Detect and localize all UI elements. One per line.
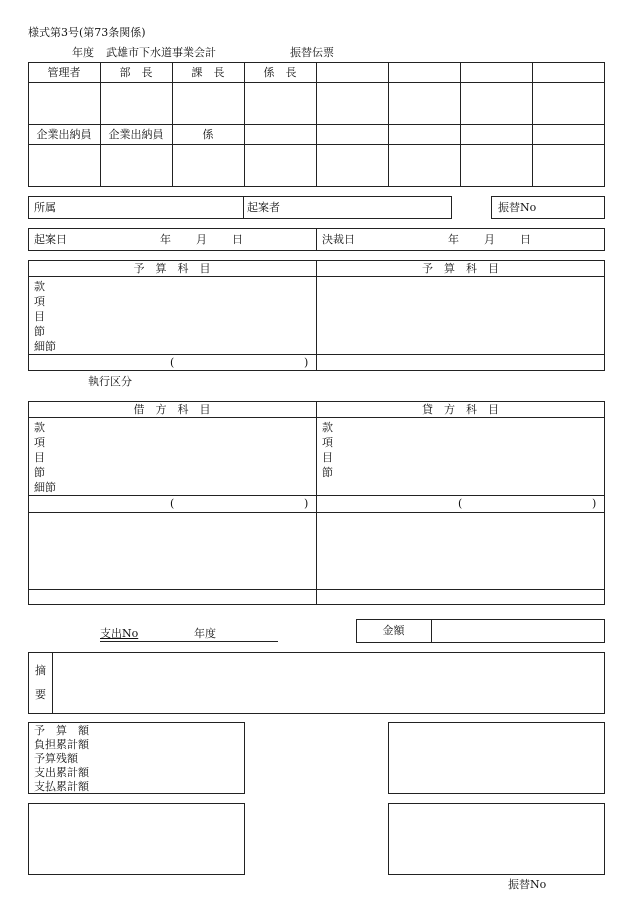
budget-paren-open: ( [170,356,175,369]
totals-list [34,724,89,794]
credit-item-kan: 款 [322,421,333,434]
document-title: 振替伝票 [290,46,334,59]
debit-item-moku: 目 [34,451,45,464]
approval-label-director: 部 長 [119,66,153,79]
debit-item-list [34,420,56,495]
transfer-no-label: 振替No [498,201,537,214]
expenditure-no-label: 支出No [100,627,139,640]
totals-paid: 支払累計額 [34,780,89,793]
budget-item-setsu: 節 [34,325,45,338]
draft-date-month: 月 [196,233,207,246]
approve-date-month: 月 [484,233,495,246]
approval-label-treasurer-1: 企業出納員 [36,128,92,141]
approval-label-subsection-chief: 係 長 [263,66,297,79]
approval-label-treasurer-2: 企業出納員 [108,128,164,141]
budget-item-kou: 項 [34,295,45,308]
stamp-box-left-bottom [28,803,245,875]
summary-box [28,652,605,714]
exec-category-label: 執行区分 [88,375,132,388]
fiscal-year-label: 年度 [72,46,94,59]
budget-item-moku: 目 [34,310,45,323]
draft-date-day: 日 [232,233,243,246]
approve-date-year: 年 [448,233,459,246]
stamp-box-right-bottom [388,803,605,875]
affiliation-label: 所属 [34,201,56,214]
debit-paren-open: ( [170,497,175,510]
totals-budget-amount: 予 算 額 [34,724,89,737]
credit-item-kou: 項 [322,436,333,449]
drafter-label: 起案者 [247,201,280,214]
approve-date-label: 決裁日 [322,233,355,246]
amount-label: 金額 [382,624,405,637]
credit-paren-close: ) [592,497,597,510]
totals-remaining: 予算残額 [34,752,78,765]
debit-item-kou: 項 [34,436,45,449]
debit-item-setsu: 節 [34,466,45,479]
form-id: 様式第3号(第73条関係) [28,26,146,39]
credit-header: 貸 方 科 目 [422,403,499,416]
credit-paren-open: ( [458,497,463,510]
approve-date-day: 日 [520,233,531,246]
draft-date-year: 年 [160,233,171,246]
org-name: 武雄市下水道事業会計 [106,46,216,59]
credit-item-setsu: 節 [322,466,333,479]
approval-label-staff: 係 [202,128,214,141]
footer-transfer-no: 振替No [508,878,547,891]
budget-item-kan: 款 [34,280,45,293]
summary-label-1: 摘 [35,664,46,677]
totals-committed: 負担累計額 [34,738,89,751]
expenditure-year-label: 年度 [194,627,216,640]
draft-date-label: 起案日 [34,233,67,246]
debit-paren-close: ) [304,497,309,510]
debit-item-saisetsu: 細節 [34,481,56,494]
summary-label-2: 要 [35,688,46,701]
stamp-box-right-top [388,722,605,794]
budget-header-right: 予 算 科 目 [422,262,499,275]
credit-item-moku: 目 [322,451,333,464]
debit-header: 借 方 科 目 [133,403,211,416]
budget-item-list [34,279,56,354]
approval-label-manager: 管理者 [47,66,81,79]
approval-label-section-chief: 課 長 [191,66,225,79]
budget-paren-close: ) [304,356,309,369]
budget-header-left: 予 算 科 目 [133,262,211,275]
credit-item-list [322,420,333,480]
affiliation-row [28,196,452,219]
totals-expended: 支出累計額 [34,766,89,779]
budget-item-saisetsu: 細節 [34,340,56,353]
debit-item-kan: 款 [34,421,45,434]
